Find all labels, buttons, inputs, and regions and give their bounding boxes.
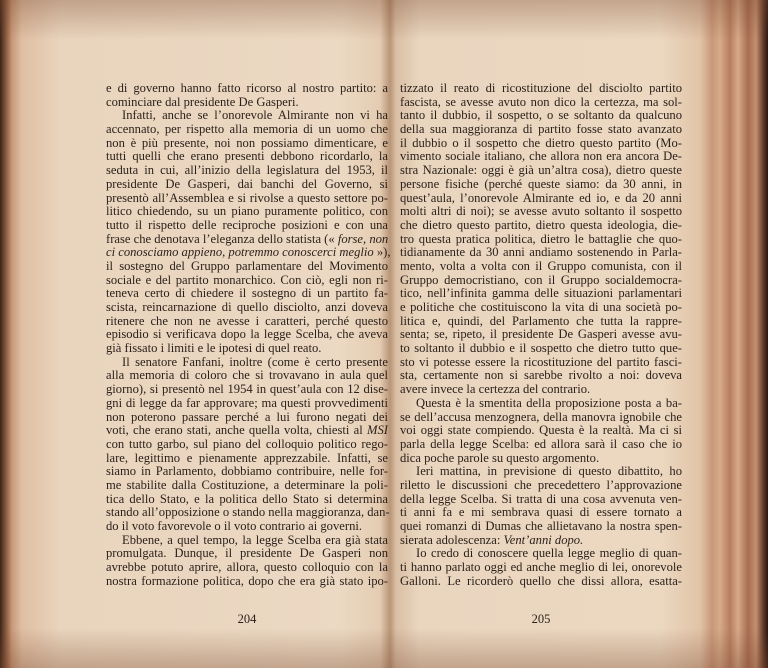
text-line — [400, 192, 682, 206]
text-run: quest’aula, l’onorevole Almirante ed io, e da 20 anni — [400, 190, 682, 205]
text-run: to soltanto il dubbio e il sospetto che dietro tutto que- — [400, 341, 682, 356]
text-line — [106, 287, 388, 301]
text-run: Galloni. Le ricorderò quello che dissi allora, esatta- — [400, 573, 682, 588]
text-line — [400, 328, 682, 342]
text-line — [106, 356, 388, 370]
text-run: presidente De Gasperi, dai banchi del Governo, si — [106, 176, 388, 191]
text-line — [106, 109, 388, 123]
text-run: sierata adolescenza: — [400, 532, 504, 547]
text-line — [400, 315, 682, 329]
text-line — [400, 137, 682, 151]
text-line — [400, 260, 682, 274]
text-line — [400, 534, 682, 548]
text-run: stando all’opposizione o stando nella maggioranza, dan- — [106, 505, 390, 520]
text-line — [400, 178, 682, 192]
text-run: fascista, se avesse avuto non dico la certezza, ma sol- — [400, 94, 682, 109]
text-run: riletto le discussioni che precedettero l’approvazione — [400, 477, 682, 492]
text-line — [106, 274, 388, 288]
text-run: senta; se, ripeto, il presidente De Gasperi avesse avu- — [400, 327, 682, 342]
text-run: me stabilite dalla Costituzione, a determinare la poli- — [106, 477, 388, 492]
text-run: Io credo di conoscere quella legge meglio di quan- — [416, 546, 682, 561]
text-run: voti, che erano stati, anche quella volta, chiesti al — [106, 423, 368, 438]
text-run: tanto il dubbio, il sospetto, o se soltanto da qualcuno — [400, 108, 682, 123]
text-line — [106, 383, 388, 397]
text-run: e di governo hanno fatto ricorso al nostro partito: a — [106, 81, 388, 95]
text-line — [106, 82, 388, 96]
text-line — [106, 397, 388, 411]
right-page-text — [400, 82, 682, 588]
text-line — [106, 520, 388, 534]
text-line — [400, 274, 682, 288]
text-run: Questa è la smentita della proposizione posta a ba- — [416, 395, 682, 410]
text-run: »), — [373, 245, 391, 260]
text-run: quei romanzi di Dumas che allietavano la nostra spen- — [400, 519, 682, 533]
text-line — [400, 438, 682, 452]
text-line — [400, 493, 682, 507]
text-run: ti hanno parlato oggi ed anche meglio di lei, onorevole — [400, 560, 682, 575]
italic-text: MSI — [367, 423, 388, 438]
text-line — [400, 164, 682, 178]
text-run: che dietro questo partito, dietro questa ideologia, die- — [400, 217, 682, 232]
text-run: frase che denotava l’eleganza dello statista (« — [106, 231, 338, 246]
text-run: vimento sociale italiano, che allora non era ancora De- — [400, 149, 682, 164]
text-run: gni di legge da far approvare; ma questi provvedimenti — [106, 395, 388, 410]
text-line — [106, 123, 388, 137]
text-line — [400, 369, 682, 383]
text-run: tutto il rispetto delle reciproche posizioni e con una — [106, 217, 388, 232]
text-line — [106, 233, 388, 247]
text-line — [400, 219, 682, 233]
text-run: stra Nazionale: oggi è già un’altra cosa), dietro queste — [400, 163, 682, 178]
text-run: della sua maggioranza di partito fosse stato avanzato — [400, 122, 682, 137]
text-run: siamo in Parlamento, dobbiamo contribuire, nelle for- — [106, 464, 388, 479]
text-run: seduta in cui, all’inizio della legislatura del 1953, il — [106, 163, 388, 178]
text-line — [106, 205, 388, 219]
text-run: molti altri di noi); se avesse avuto soltanto il sospetto — [400, 204, 682, 219]
text-run: episodio si verificava dopo la legge Scelba, che aveva — [106, 327, 388, 342]
text-run: do il voto favorevole o il voto contrario ai governi. — [106, 519, 363, 533]
text-line — [106, 424, 388, 438]
text-run: persone fisiche (perché queste siamo: da 30 anni, in — [400, 176, 682, 191]
text-run: nostra formazione politica, dopo che era già stato ipo- — [106, 573, 388, 588]
text-line — [106, 561, 388, 575]
text-run: presentò all’Assemblea e si rivolse a questo settore po- — [106, 190, 388, 205]
text-line — [106, 534, 388, 548]
text-line — [400, 520, 682, 534]
text-run: e politiche che costituiscono la vita di una società po- — [400, 300, 682, 314]
text-run: lare, legittimo e pienamente apprezzabile. Infatti, se — [106, 450, 388, 465]
italic-text: ci conosciamo appieno, potremmo conoscerci meglio — [106, 245, 374, 260]
text-run: ritenere che non ne avesse i caratteri, perché questo — [106, 313, 388, 328]
text-run: avrebbe potuto aprire, allora, questo colloquio con la — [106, 560, 388, 575]
text-run: parla della legge Scelba: ed allora sarà il caso che io — [400, 436, 682, 451]
text-run: il sostegno del Gruppo parlamentare del Movimento — [106, 258, 388, 273]
text-line — [106, 575, 388, 589]
text-line — [106, 219, 388, 233]
text-run: tutti quelli che erano presenti debbono ricordarlo, la — [106, 149, 388, 164]
text-run: cominciare dal presidente De Gasperi. — [106, 94, 299, 109]
text-line — [400, 205, 682, 219]
text-run: il dubbio o il sospetto che dietro questo partito (Mo- — [400, 135, 682, 150]
text-run: con tutto garbo, sul piano del colloquio politico rego- — [106, 436, 388, 451]
text-run: Gruppo democristiano, con il Gruppo socialdemocra- — [400, 272, 682, 287]
text-line — [106, 465, 388, 479]
text-line — [106, 301, 388, 315]
text-run: accennato, per rispetto alla memoria di un uomo che — [106, 122, 388, 137]
text-run: sociale e del partito monarchico. Con ciò, egli non ri- — [106, 272, 388, 287]
text-line — [106, 245, 391, 260]
text-run: alla memoria di coloro che si trovavano in aula quel — [106, 368, 388, 383]
text-line — [106, 96, 388, 110]
text-run: tica dello Stato, e la politica dello Stato si determina — [106, 491, 388, 506]
text-run: dica poche parole su questo argomento. — [400, 450, 600, 465]
text-run: Ieri mattina, in previsione di questo dibattito, ho — [416, 464, 682, 479]
text-line — [400, 287, 682, 301]
text-run: Infatti, anche se l’onorevole Almirante non vi ha — [122, 108, 388, 123]
text-run: promulgata. Dunque, il presidente De Gasperi non — [106, 546, 388, 561]
left-page-number: 204 — [237, 612, 257, 626]
text-line — [106, 411, 388, 425]
text-run: avere invece la certezza del contrario. — [400, 382, 591, 397]
text-line — [106, 493, 388, 507]
text-run: mento, volta a volta con il Gruppo comunista, con il — [400, 258, 682, 273]
text-line — [400, 246, 682, 260]
text-run: teneva certo di chiedere il sostegno di un partito fa- — [106, 286, 388, 301]
text-run: Il senatore Fanfani, inoltre (come è certo presente — [122, 354, 388, 369]
text-line — [400, 424, 682, 438]
right-page-number: 205 — [531, 612, 551, 626]
italic-text: Vent’anni dopo. — [503, 532, 584, 547]
text-line — [106, 547, 388, 561]
text-line — [400, 383, 682, 397]
text-line — [106, 369, 388, 383]
text-run: se dell’accusa menzognera, della manovra ignobile che — [400, 409, 682, 424]
text-line — [400, 411, 682, 425]
text-run: non è più presente, noi non possiamo dimenticare, e — [106, 135, 388, 150]
left-page-text — [106, 81, 391, 588]
text-line — [400, 452, 682, 466]
text-line — [106, 150, 388, 164]
text-line — [106, 452, 388, 466]
text-run: tidianamente da 30 anni andiamo sostenendo in Parla- — [400, 245, 682, 260]
text-line — [400, 356, 682, 370]
page-shadow-bottom — [0, 628, 768, 668]
text-run: sto vi potesse essere la ricostituzione del partito fasci- — [400, 354, 682, 369]
text-line — [106, 315, 388, 329]
text-line — [400, 506, 682, 520]
text-line — [400, 575, 682, 589]
text-line — [400, 233, 682, 247]
text-run: litico chiedendo, su un piano puramente politico, con — [106, 204, 388, 219]
text-line — [400, 342, 682, 356]
italic-text: forse, non — [337, 231, 389, 246]
text-line — [400, 82, 682, 96]
text-line — [106, 506, 388, 520]
text-line — [400, 109, 682, 123]
text-run: tizzato il reato di ricostituzione del disciolto partito — [400, 81, 682, 95]
text-run: scista, reincarnazione di quello disciolto, anzi doveva — [106, 300, 388, 314]
text-run: non poterono passare perché a lui furono negati dei — [106, 409, 388, 424]
text-run: tro questa pratica politica, dietro le battaglie che quo- — [400, 231, 682, 246]
text-line — [106, 260, 388, 274]
text-line — [106, 178, 388, 192]
text-run: già fissato i limiti e le ipotesi di quel reato. — [106, 341, 322, 356]
page-shadow-top — [0, 0, 768, 40]
text-line — [106, 164, 388, 178]
text-line — [400, 397, 682, 411]
text-line — [106, 328, 388, 342]
text-line — [106, 342, 388, 356]
text-run: tico, nell’infinita gamma delle situazioni parlamentari — [400, 286, 682, 301]
text-run: voi oggi state compiendo. Questa è la realtà. Ma ci si — [400, 423, 682, 438]
text-line — [400, 150, 682, 164]
text-line — [106, 137, 388, 151]
text-run: ti anni fa e mi sembrava quasi di essere tornato a — [400, 505, 682, 520]
text-line — [106, 479, 388, 493]
text-line — [400, 547, 682, 561]
text-line — [400, 96, 682, 110]
text-run: della legge Scelba. Si tratta di una cosa avvenuta ven- — [400, 491, 682, 506]
text-line — [400, 301, 682, 315]
text-line — [400, 123, 682, 137]
text-run: giorno), si presentò nel 1954 in quest’aula con 12 dise- — [106, 382, 388, 397]
text-line — [400, 561, 682, 575]
text-line — [106, 192, 388, 206]
text-run: sta, certamente non si sarebbe rivolto a noi: doveva — [400, 368, 682, 383]
text-run: Ebbene, a quel tempo, la legge Scelba era già stata — [122, 532, 388, 547]
text-run: litica e, quindi, del Parlamento che tutta la rappre- — [400, 313, 682, 328]
text-line — [400, 465, 682, 479]
text-line — [106, 438, 388, 452]
text-line — [400, 479, 682, 493]
